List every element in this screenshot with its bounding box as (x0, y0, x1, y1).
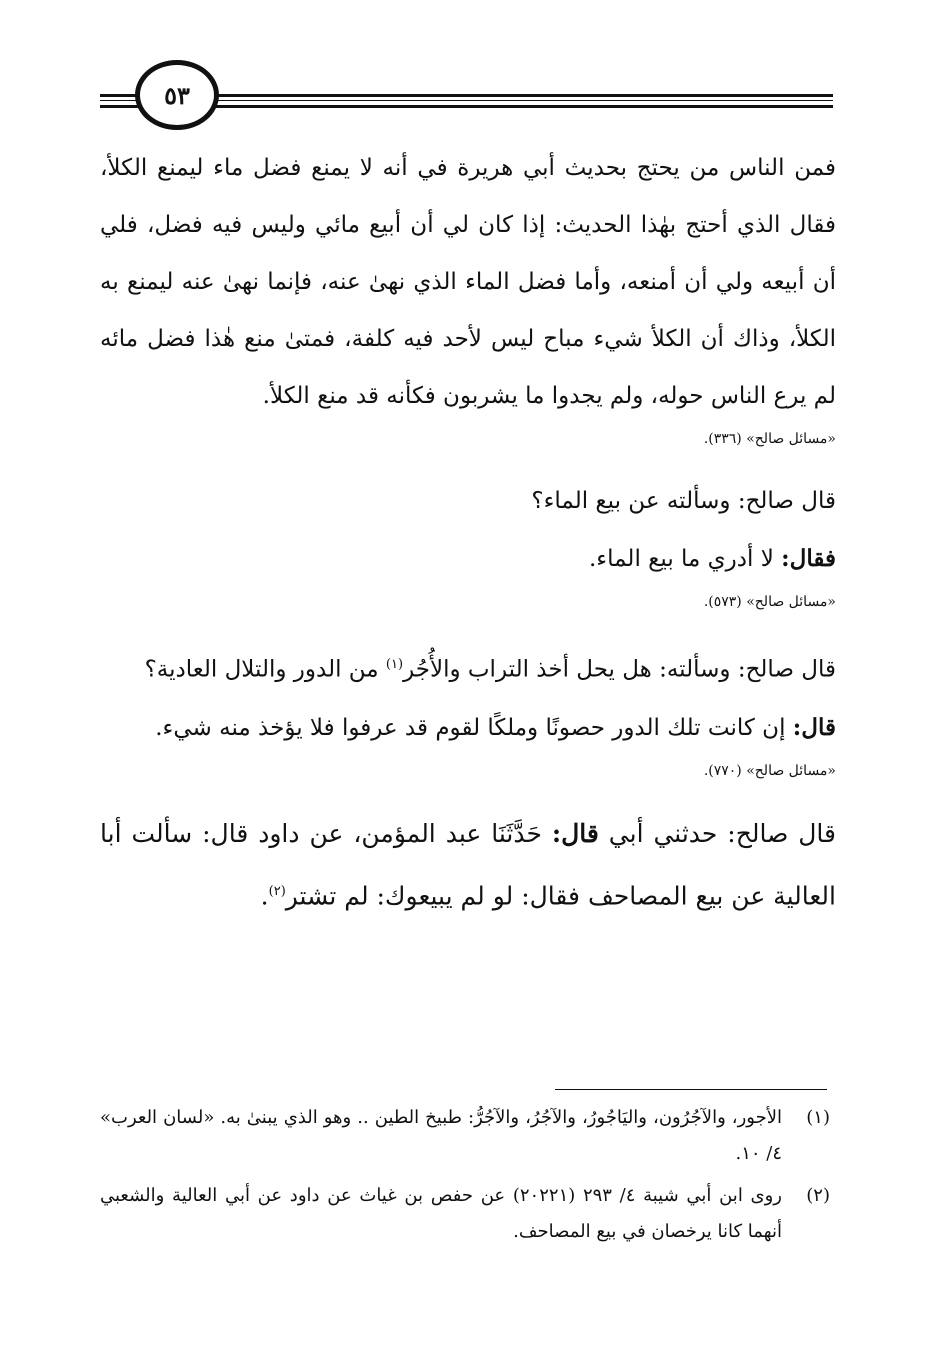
footnote-number: (٢) (806, 1185, 830, 1206)
source-citation-2: «مسائل صالح» (٥٧٣). (703, 594, 836, 610)
question-1: قال صالح: وسألته عن بيع الماء؟ (531, 488, 836, 514)
paragraph-intro: فمن الناس من يحتج بحديث أبي هريرة في أنه لا يمنع فضل ماء ليمنع الكلأ، فقال الذي أحتج بهٰذا الحديث: إذا كان لي أن أبيع مائي وليس فيه فضل، فلي أن أبيعه ولي أن أمنعه، وأما فضل الماء الذي نهىٰ عنه، فإنما نهىٰ عنه ليمنع به الكلأ، وذاك أن الكلأ شيء مباح ليس لأحد فيه كلفة، فمتىٰ منع هٰذا فضل مائه لم يرع الناس حوله، ولم يجدوا ما يشربون فكأنه قد منع الكلأ. (100, 155, 836, 409)
footnote-number: (١) (806, 1107, 830, 1128)
footnotes (100, 1100, 830, 1256)
page-number-badge (135, 60, 219, 130)
footnote-item (100, 1100, 830, 1172)
hadith-paragraph (100, 805, 836, 925)
main-content (100, 140, 836, 925)
source-citation-3: «مسائل صالح» (٧٧٠). (703, 762, 836, 779)
source-citation-1: «مسائل صالح» (٣٣٦). (703, 431, 836, 447)
footnote-item (100, 1178, 830, 1250)
question-2-text: قال صالح: وسألته: هل يحل أخذ التراب والأُجُر (403, 656, 836, 683)
answer-1 (100, 530, 836, 588)
footnote-separator (555, 1089, 827, 1090)
answer-label: فقال: (781, 545, 836, 572)
question-2-text-end: من الدور والتلال العادية؟ (144, 656, 386, 683)
footnote-text: الأجور، والآجُرُون، واليَاجُورُ، والآجُرُ، والآجُرُّ: طبيخ الطين .. وهو الذي يبنىٰ به. «لسان العرب» ٤/ ١٠. (100, 1107, 782, 1164)
hadith-label: قال: (551, 818, 599, 848)
answer-text: لا أدري ما بيع الماء. (589, 546, 782, 572)
hadith-text-2: حَدَّثَنَا عبد المؤمن، عن داود قال: سألت أبا العالية عن بيع المصاحف فقال: لو لم يبيعوك: لم تشتر (100, 818, 836, 910)
footnote-ref-1[interactable]: (١) (385, 657, 404, 672)
answer-label: قال: (792, 713, 836, 741)
answer-text: إن كانت تلك الدور حصونًا وملكًا لقوم قد عرفوا فلا يؤخذ منه شيء. (155, 714, 793, 741)
question-2 (100, 636, 836, 699)
page-number: ٥٣ (164, 80, 190, 110)
footnote-ref-2[interactable]: (٢) (268, 883, 286, 899)
footnote-text: روى ابن أبي شيبة ٤/ ٢٩٣ (٢٠٢٢١) عن حفص بن غياث عن داود عن أبي العالية والشعبي أنهما كانا يرخصان في بيع المصاحف. (100, 1185, 782, 1242)
page-header (100, 58, 833, 138)
hadith-text-1: قال صالح: حدثني أبي (598, 818, 836, 848)
hadith-text-3: . (260, 880, 269, 910)
answer-2 (100, 699, 836, 757)
